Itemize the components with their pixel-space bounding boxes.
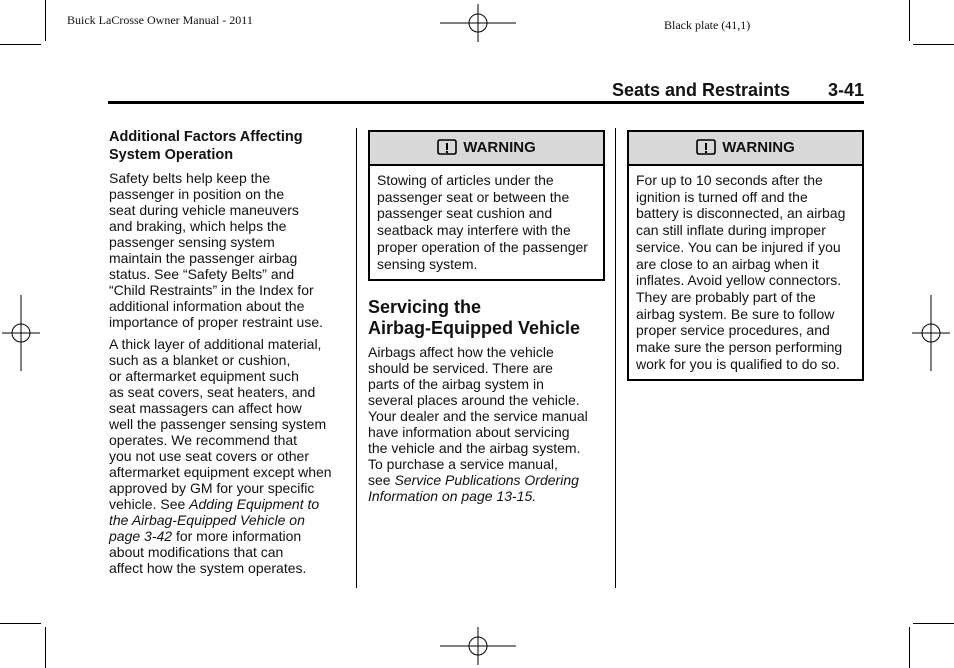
column-2 xyxy=(368,130,606,510)
column-3 xyxy=(627,130,865,381)
warning-header xyxy=(629,132,862,166)
section-title: Seats and Restraints xyxy=(612,80,791,100)
warning-header xyxy=(370,132,603,166)
crop-mark-br-h xyxy=(913,623,954,624)
warning-text: Stowing of articles under the passenger seat or between the passenger seat cushion and seatback may interfere with the proper operation of the passenger sensing system. xyxy=(377,172,588,272)
cross-reference-link[interactable]: Adding Equipment to xyxy=(189,496,320,512)
crop-mark-tl-h xyxy=(0,44,41,45)
warning-label: WARNING xyxy=(463,139,536,156)
cross-reference-link[interactable]: Information on page 13-15. xyxy=(368,488,537,505)
cross-reference-link[interactable]: the Airbag-Equipped Vehicle on xyxy=(109,512,305,528)
column-1 xyxy=(109,128,345,582)
crop-mark-bl-h xyxy=(0,623,41,624)
crop-mark-tr-v xyxy=(909,0,910,41)
cross-reference-link[interactable]: Service Publications Ordering xyxy=(394,472,579,489)
warning-text: For up to 10 seconds after the ignition is turned off and the battery is disconnected, an airbag can still inflate during improper service. You can be injured if you are close to an airbag when it inflates. Avoid yellow connectors. They are probably part of the airbag system. Be sure to follow proper service procedures, and make sure the person performing work for you is qualified to do so. xyxy=(636,172,846,372)
registration-mark-left xyxy=(2,295,40,371)
registration-mark-bottom xyxy=(440,627,516,665)
paragraph-safety-belts: Safety belts help keep the passenger in position on the seat during vehicle maneuvers and braking, which helps the passenger sensing system maintain the passenger airbag status. See “Safety Belts” and “Child Restraints” in the Index for additional information about the importance of proper restraint use. xyxy=(109,170,323,330)
section-heading: Servicing the Airbag-Equipped Vehicle xyxy=(368,297,581,339)
crop-mark-bl-v xyxy=(45,627,46,668)
crop-mark-br-v xyxy=(909,627,910,668)
page-number: 3-41 xyxy=(828,80,865,100)
warning-box xyxy=(368,130,605,281)
registration-mark-right xyxy=(912,295,950,371)
plate-label: Black plate (41,1) xyxy=(664,18,751,32)
header-rule xyxy=(108,101,864,104)
warning-box xyxy=(627,130,864,381)
subsection-heading: Additional Factors Affecting System Operation xyxy=(109,129,303,163)
paragraph-servicing: Airbags affect how the vehicle should be serviced. There are parts of the airbag system in several places around the vehicle. Your dealer and the service manual have information about servicing the vehicle and the airbag system. To purchase a service manual, see Service Publications Ordering Information on page 13-15. xyxy=(368,344,588,505)
crop-mark-tl-v xyxy=(45,0,46,41)
crop-mark-tr-h xyxy=(913,44,954,45)
cross-reference-link[interactable]: page 3-42 xyxy=(109,528,173,544)
paragraph-additional-material: A thick layer of additional material, such as a blanket or cushion, or aftermarket equipment such as seat covers, seat heaters, and seat massagers can affect how well the passenger sensing system operates. We recommend that you not use seat covers or other aftermarket equipment except when approved by GM for your specific vehicle. See Adding Equipment to the Airbag-Equipped Vehicle on page 3-42 for more information about modifications that can affect how the system operates. xyxy=(109,336,332,576)
warning-icon xyxy=(696,139,716,158)
column-separator-2 xyxy=(615,128,616,588)
warning-label: WARNING xyxy=(722,139,795,156)
registration-mark-top xyxy=(440,4,516,42)
manual-title: Buick LaCrosse Owner Manual - 2011 xyxy=(67,13,253,27)
column-separator-1 xyxy=(356,128,357,588)
warning-icon xyxy=(437,139,457,158)
